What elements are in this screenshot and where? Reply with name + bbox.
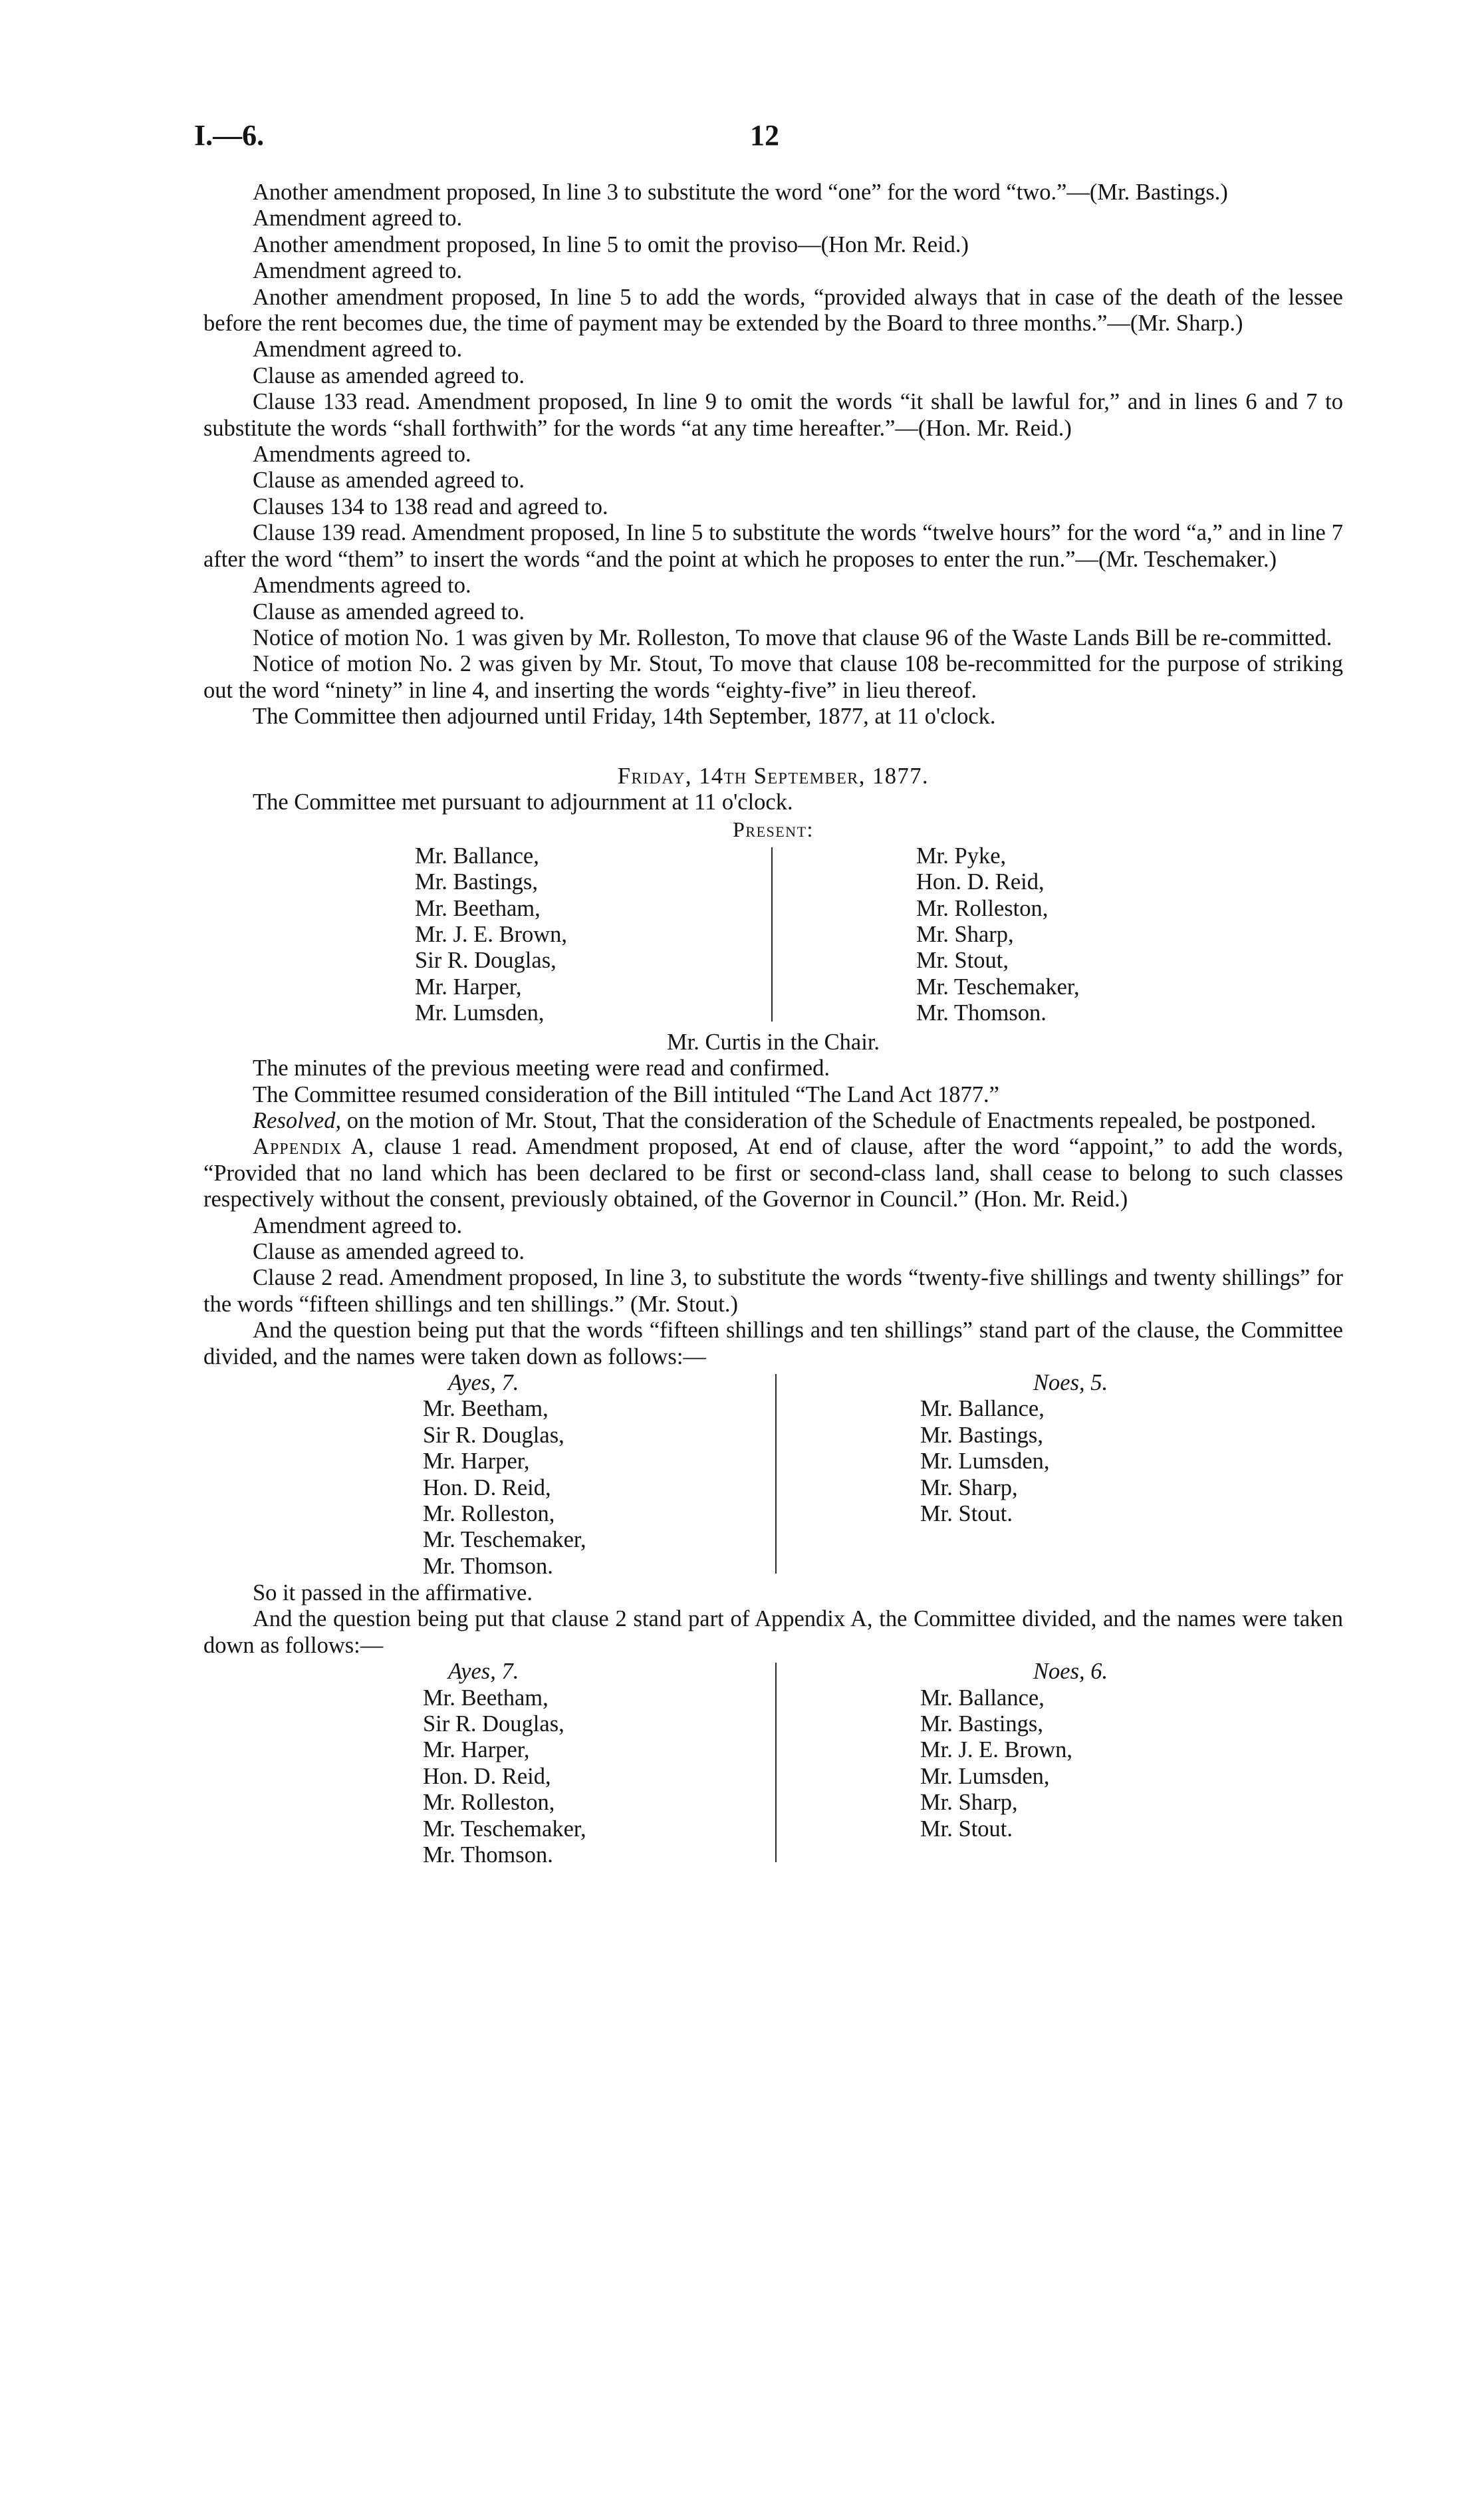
paragraph: Amendment agreed to.: [253, 337, 463, 362]
member-name: Mr. Lumsden,: [920, 1763, 1050, 1789]
paragraph: Clause as amended agreed to.: [253, 599, 525, 625]
member-name: Hon. D. Reid,: [423, 1474, 551, 1500]
paragraph: Clause as amended agreed to.: [253, 468, 525, 493]
division-one-noes: [920, 1370, 1108, 1527]
member-name: Mr. Lumsden,: [920, 1449, 1050, 1474]
member-name: Mr. Bastings,: [920, 1422, 1043, 1448]
member-name: Mr. Thomson.: [916, 1000, 1047, 1026]
member-name: Mr. Stout.: [920, 1501, 1013, 1527]
paragraph: Amendment agreed to.: [253, 258, 463, 284]
member-name: Mr. Sharp,: [920, 1790, 1018, 1816]
paragraph: Notice of motion No. 2 was given by Mr. Stout, To move that clause 108 be-recommitted for the purpose of striking out the word “ninety” in line 4, and inserting the words “eighty-five” in lieu thereof.: [203, 651, 1343, 703]
paragraph: The minutes of the previous meeting were read and confirmed.: [253, 1055, 830, 1081]
member-name: Mr. Ballance,: [920, 1396, 1045, 1422]
member-name: Mr. Beetham,: [423, 1396, 549, 1422]
ayes-label: Ayes, 7.: [448, 1659, 519, 1685]
paragraph: Amendments agreed to.: [253, 442, 471, 468]
division-two: [203, 1659, 1343, 1869]
ayes-label: Ayes, 7.: [448, 1370, 519, 1396]
member-name: Sir R. Douglas,: [423, 1711, 564, 1737]
division-one-ayes: [423, 1370, 586, 1580]
paragraph: And the question being put that clause 2 stand part of Appendix A, the Committee divided, and the names were taken down as follows:—: [203, 1606, 1343, 1658]
paragraph: Clause 133 read. Amendment proposed, In line 9 to omit the words “it shall be lawful for,” and in lines 6 and 7 to substitute the words “shall forthwith” for the words “at any time hereafter.”—(Hon. Mr. Reid.): [203, 389, 1343, 441]
paragraph: The Committee resumed consideration of the Bill intituled “The Land Act 1877.”: [253, 1081, 999, 1107]
paragraph: Amendment agreed to.: [253, 206, 463, 231]
attendance-list: [203, 843, 1343, 1027]
paragraph: Clause 139 read. Amendment proposed, In line 5 to substitute the words “twelve hours” for the word “a,” and in line 7 after the word “them” to insert the words “and the point at which he proposes to enter the run.”—(Mr. Teschemaker.): [203, 520, 1343, 572]
member-name: Mr. Beetham,: [415, 895, 541, 921]
member-name: Mr. Sharp,: [920, 1474, 1018, 1500]
member-name: Mr. Harper,: [423, 1737, 530, 1763]
appendix-label: Appendix A,: [253, 1134, 375, 1160]
document-reference: I.—6.: [194, 119, 265, 152]
attendance-right-column: [916, 843, 1080, 1027]
member-name: Mr. Rolleston,: [423, 1790, 555, 1816]
paragraph: Clauses 134 to 138 read and agreed to.: [253, 493, 608, 519]
division-two-noes: [920, 1659, 1108, 1842]
member-name: Hon. D. Reid,: [916, 869, 1045, 895]
paragraph: And the question being put that the words “fifteen shillings and ten shillings” stand part of the clause, the Committee divided, and the names were taken down as follows:—: [203, 1318, 1343, 1369]
appendix-paragraph: [203, 1134, 1343, 1212]
member-name: Mr. Thomson.: [423, 1842, 553, 1868]
column-divider: [771, 847, 773, 1022]
page-number: 12: [750, 119, 779, 152]
meeting-opening: The Committee met pursuant to adjournment at 11 o'clock.: [253, 789, 793, 815]
paragraph: The Committee then adjourned until Friday, 14th September, 1877, at 11 o'clock.: [253, 704, 996, 730]
resolved-word: Resolved,: [253, 1107, 342, 1133]
member-name: Sir R. Douglas,: [415, 948, 556, 974]
paragraph: Another amendment proposed, In line 3 to substitute the word “one” for the word “two.”—(Mr. Bastings.): [253, 180, 1228, 205]
paragraph: Another amendment proposed, In line 5 to omit the proviso—(Hon Mr. Reid.): [253, 231, 969, 257]
column-divider: [775, 1374, 777, 1574]
division-one: [203, 1370, 1343, 1580]
member-name: Mr. Teschemaker,: [916, 974, 1080, 1000]
member-name: Mr. J. E. Brown,: [415, 921, 568, 947]
column-divider: [775, 1663, 777, 1862]
member-name: Mr. Harper,: [415, 974, 522, 1000]
paragraph: Amendments agreed to.: [253, 573, 471, 599]
paragraph: Another amendment proposed, In line 5 to add the words, “provided always that in case of the death of the lessee before the rent becomes due, the time of payment may be extended by the Board to three months.”—(Mr. Sharp.): [203, 284, 1343, 337]
member-name: Mr. Pyke,: [916, 843, 1007, 869]
attendance-left-column: [415, 843, 567, 1027]
affirmative-line: So it passed in the affirmative.: [253, 1580, 533, 1606]
member-name: Mr. Ballance,: [415, 843, 539, 869]
member-name: Mr. Bastings,: [920, 1711, 1043, 1737]
paragraph: Clause as amended agreed to.: [253, 1239, 525, 1264]
member-name: Mr. Sharp,: [916, 921, 1014, 947]
noes-label: Noes, 5.: [1033, 1370, 1108, 1396]
member-name: Mr. Bastings,: [415, 869, 538, 895]
page-body: [203, 180, 1343, 1869]
member-name: Mr. Harper,: [423, 1449, 530, 1474]
paragraph: Amendment agreed to.: [253, 1212, 463, 1238]
noes-label: Noes, 6.: [1033, 1659, 1108, 1685]
member-name: Mr. Ballance,: [920, 1685, 1045, 1711]
paragraph: Notice of motion No. 1 was given by Mr. Rolleston, To move that clause 96 of the Waste Lands Bill be re-committed.: [253, 625, 1332, 650]
member-name: Mr. Lumsden,: [415, 1000, 545, 1026]
appendix-text: clause 1 read. Amendment proposed, At end of clause, after the word “appoint,” to add the words, “Provided that no land which has been declared to be first or second-class land, shall cease to belong to such classes respectively without the consent, previously obtained, of the Governor in Council.” (Hon. Mr. Reid.): [203, 1134, 1343, 1212]
member-name: Mr. Rolleston,: [916, 895, 1049, 921]
intro-section: [203, 180, 1343, 730]
member-name: Sir R. Douglas,: [423, 1422, 564, 1448]
member-name: Mr. Teschemaker,: [423, 1527, 586, 1553]
member-name: Mr. Stout.: [920, 1816, 1013, 1842]
chair-line: Mr. Curtis in the Chair.: [666, 1029, 880, 1055]
member-name: Mr. Beetham,: [423, 1685, 549, 1711]
division-two-ayes: [423, 1659, 586, 1868]
paragraph: Clause 2 read. Amendment proposed, In line 3, to substitute the words “twenty-five shillings and twenty shillings” for the words “fifteen shillings and ten shillings.” (Mr. Stout.): [203, 1265, 1343, 1317]
meeting-date-heading: Friday, 14th September, 1877.: [617, 763, 929, 789]
present-label: Present:: [733, 817, 814, 842]
resolution-paragraph: [203, 1108, 1343, 1134]
resolution-text: on the motion of Mr. Stout, That the consideration of the Schedule of Enactments repealed, be postponed.: [341, 1107, 1316, 1133]
member-name: Mr. J. E. Brown,: [920, 1737, 1073, 1763]
paragraph: Clause as amended agreed to.: [253, 362, 525, 388]
member-name: Hon. D. Reid,: [423, 1763, 551, 1789]
member-name: Mr. Stout,: [916, 948, 1009, 974]
member-name: Mr. Rolleston,: [423, 1501, 555, 1527]
member-name: Mr. Teschemaker,: [423, 1816, 586, 1842]
member-name: Mr. Thomson.: [423, 1553, 553, 1579]
